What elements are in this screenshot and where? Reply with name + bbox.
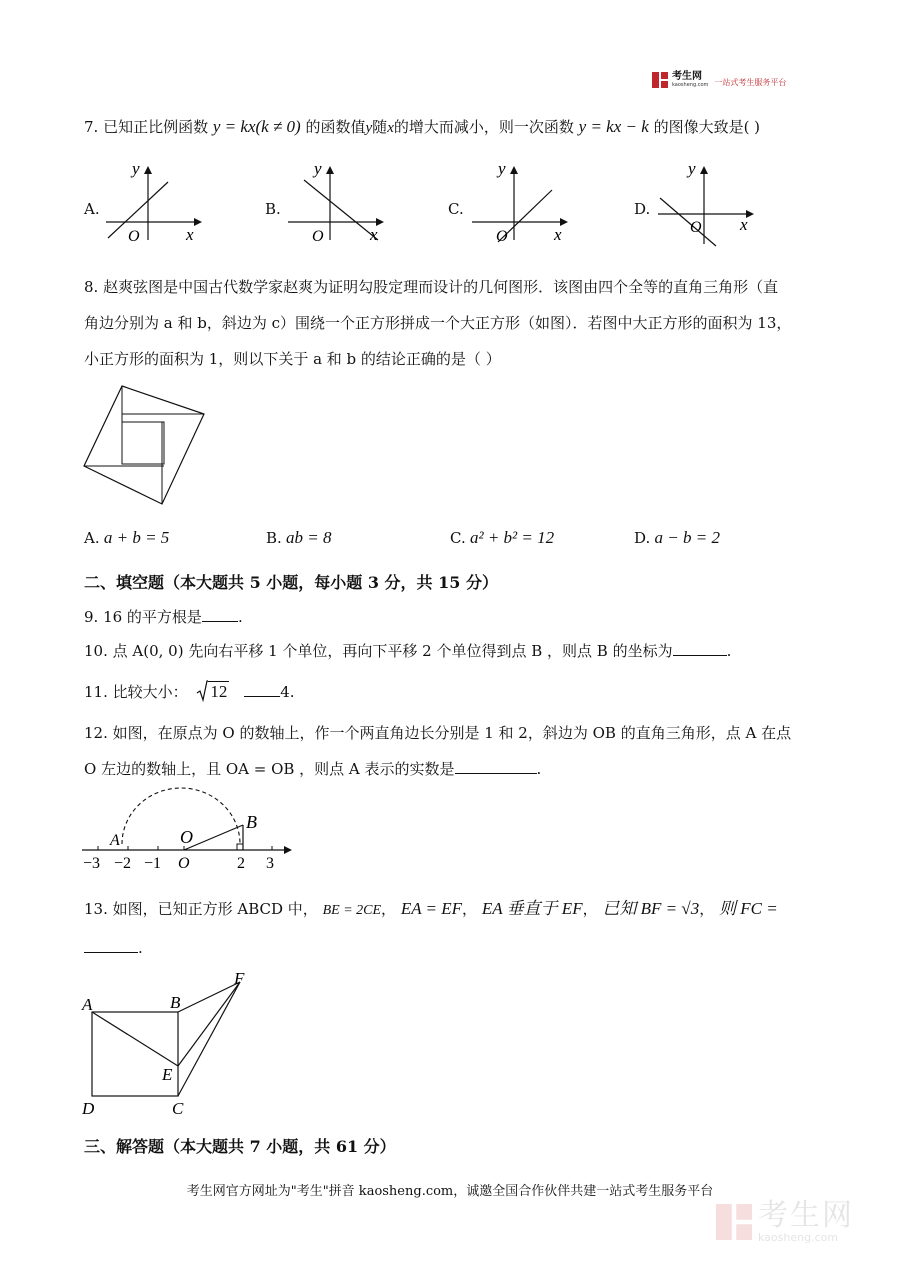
q7-option-c-graph: [466, 160, 576, 245]
q11-sqrt: 12: [196, 680, 229, 702]
q12-line-2: O 左边的数轴上，且 OA = OB ，则点 A 表示的实数是 .: [84, 760, 542, 778]
svg-text:O: O: [496, 228, 508, 245]
q8-option-a: A. a + b = 5: [84, 528, 170, 547]
svg-text:−1: −1: [144, 855, 162, 872]
svg-text:B: B: [170, 993, 181, 1012]
sqrt-sign-icon: [196, 680, 208, 702]
watermark: [716, 1200, 854, 1244]
q8-zhaoshuang-diagram: [80, 384, 210, 506]
q7-formula-2: y = kx − k: [578, 117, 649, 136]
svg-text:O: O: [178, 855, 190, 872]
svg-text:y: y: [688, 159, 696, 178]
logo-mark-icon: [652, 72, 668, 88]
svg-text:−3: −3: [83, 855, 101, 872]
svg-text:x: x: [370, 225, 378, 244]
q13-square-diagram: [78, 968, 268, 1118]
svg-text:F: F: [234, 969, 245, 988]
page-footer: 考生网官方网址为"考生"拼音 kaosheng.com，诚邀全国合作伙伴共建一站式考生服务平台: [186, 1184, 714, 1199]
q7-option-d-graph: [652, 158, 767, 248]
section-3-heading: 三、解答题（本大题共 7 小题，共 61 分）: [84, 1137, 396, 1156]
svg-text:O: O: [312, 228, 324, 245]
q11: 11. 比较大小： 12 4.: [84, 682, 295, 701]
svg-text:y: y: [132, 159, 140, 178]
svg-text:2: 2: [237, 855, 245, 872]
q12-line-1: 12. 如图，在原点为 O 的数轴上，作一个两直角边长分别是 1 和 2，斜边为 OB 的直角三角形，点 A 在点: [84, 724, 792, 742]
svg-text:C: C: [172, 1099, 184, 1118]
svg-text:x: x: [740, 215, 748, 234]
q11-answer-blank: [244, 682, 280, 697]
q7-stem: 7. 已知正比例函数 y = kx(k ≠ 0) 的函数值y随x的增大而减小，则一次函数 y = kx − k 的图像大致是( ): [84, 117, 761, 136]
q8-option-d: D. a − b = 2: [634, 528, 720, 547]
svg-text:x: x: [554, 225, 562, 244]
q9: 9. 16 的平方根是 .: [84, 608, 243, 626]
svg-text:−2: −2: [114, 855, 132, 872]
q7-option-b-graph: [282, 160, 392, 245]
section-2-heading: 二、填空题（本大题共 5 小题，每小题 3 分，共 15 分）: [84, 573, 498, 592]
q8-option-c: C. a² + b² = 12: [450, 528, 555, 547]
svg-text:O: O: [180, 827, 193, 847]
q8-line-1: 8. 赵爽弦图是中国古代数学家赵爽为证明勾股定理而设计的几何图形．该图由四个全等的直角三角形（直: [84, 278, 779, 296]
q8-line-2: 角边分别为 a 和 b，斜边为 c）围绕一个正方形拼成一个大正方形（如图）．若图中大正方形的面积为 13，: [84, 314, 792, 332]
svg-text:A: A: [82, 995, 93, 1014]
svg-text:O: O: [128, 228, 140, 245]
watermark-logo-icon: [716, 1204, 752, 1240]
q9-answer-blank: [202, 607, 238, 622]
logo-url: kaosheng.com: [672, 82, 709, 88]
q8-line-3: 小正方形的面积为 1，则以下关于 a 和 b 的结论正确的是（ ）: [84, 350, 501, 368]
q7-option-d-label: D.: [634, 200, 651, 218]
watermark-name: 考生网: [758, 1198, 854, 1233]
svg-text:O: O: [690, 219, 702, 236]
q7-option-c-label: C.: [448, 200, 464, 218]
q7-option-a-graph: [100, 160, 210, 245]
svg-text:D: D: [82, 1099, 95, 1118]
q10: 10. 点 A(0, 0) 先向右平移 1 个单位，再向下平移 2 个单位得到点 B ，则点 B 的坐标为 .: [84, 642, 732, 660]
svg-text:y: y: [498, 159, 506, 178]
q8-option-b: B. ab = 8: [266, 528, 332, 547]
svg-text:A: A: [110, 832, 120, 849]
svg-text:3: 3: [266, 855, 274, 872]
q12-number-line: [80, 788, 300, 876]
q13-stem: 13. 如图，已知正方形 ABCD 中， BE = 2CE， EA = EF， EA 垂直于 EF， 已知 BF = √3， 则 FC =: [84, 899, 778, 918]
header-logo: [652, 72, 786, 88]
logo-name: 考生网: [672, 71, 702, 82]
q13-answer-line: .: [84, 938, 143, 957]
logo-slogan: 一站式考生服务平台: [714, 77, 787, 87]
q13-answer-blank: [84, 938, 138, 953]
q7-option-a-label: A.: [84, 200, 100, 218]
watermark-url: kaosheng.com: [758, 1231, 839, 1244]
q10-answer-blank: [673, 641, 727, 656]
q12-answer-blank: [455, 759, 537, 774]
q7-formula-1: y = kx(k ≠ 0): [212, 117, 301, 136]
svg-text:x: x: [186, 225, 194, 244]
svg-text:E: E: [162, 1065, 173, 1084]
svg-text:B: B: [246, 812, 257, 832]
svg-text:y: y: [314, 159, 322, 178]
q7-option-b-label: B.: [265, 200, 281, 218]
